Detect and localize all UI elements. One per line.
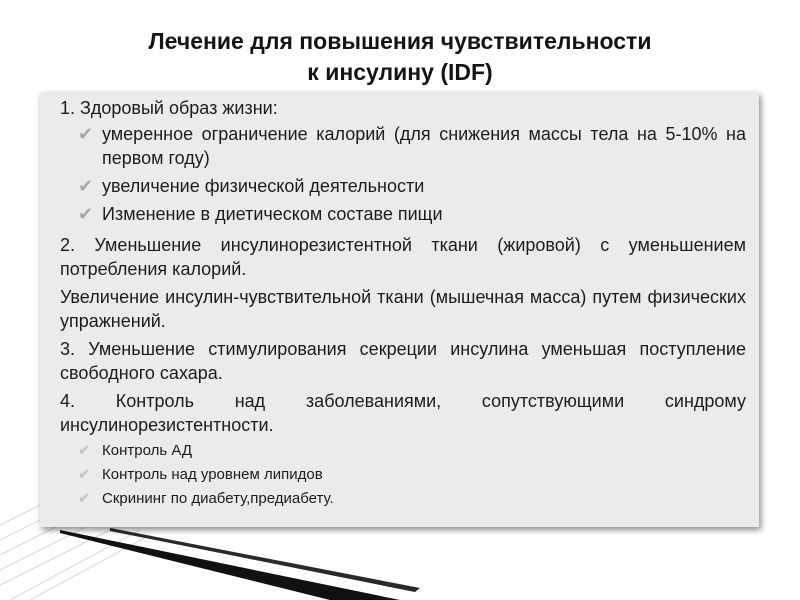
section-2-text: 2. Уменьшение инсулинорезистентной ткани (жировой) с уменьшением потребления калорий. [60, 235, 746, 279]
section-4-item-text: Контроль над уровнем липидов [102, 466, 323, 483]
section-4-item [60, 463, 746, 487]
page-title [0, 26, 800, 88]
check-mark-icon: ✔ [78, 176, 94, 196]
decorative-black-stripe [60, 530, 400, 600]
section-1-item [60, 122, 746, 170]
section-1-heading: 1. Здоровый образ жизни: [60, 98, 278, 118]
section-1-item [60, 202, 746, 226]
section-3-text: 3. Уменьшение стимулирования секреции инсулина уменьшая поступление свободного сахара. [60, 339, 746, 383]
section-4-item-text: Контроль АД [102, 442, 192, 459]
title-line-1: Лечение для повышения чувствительности [148, 28, 652, 54]
section-2b-text: Увеличение инсулин-чувствительной ткани (мышечная масса) путем физических упражнений. [60, 287, 746, 331]
title-line-2: к инсулину (IDF) [307, 59, 493, 85]
content-list [60, 96, 746, 511]
section-1-item [60, 174, 746, 198]
check-mark-icon: ✔ [78, 466, 91, 483]
check-mark-icon: ✔ [78, 490, 91, 507]
check-mark-icon: ✔ [78, 204, 94, 224]
section-4-item-text: Скрининг по диабету,предиабету. [102, 490, 334, 507]
check-mark-icon: ✔ [78, 442, 91, 459]
section-4-item [60, 487, 746, 511]
section-4-item [60, 439, 746, 463]
section-1-item-text: Изменение в диетическом составе пищи [102, 204, 443, 224]
check-mark-icon: ✔ [78, 124, 94, 144]
section-1-item-text: умеренное ограничение калорий (для снижения массы тела на 5-10% на первом году) [102, 124, 746, 168]
section-4-text: 4. Контроль над заболеваниями, сопутствующими синдрому инсулинорезистентности. [60, 391, 746, 435]
section-1-item-text: увеличение физической деятельности [102, 176, 425, 196]
